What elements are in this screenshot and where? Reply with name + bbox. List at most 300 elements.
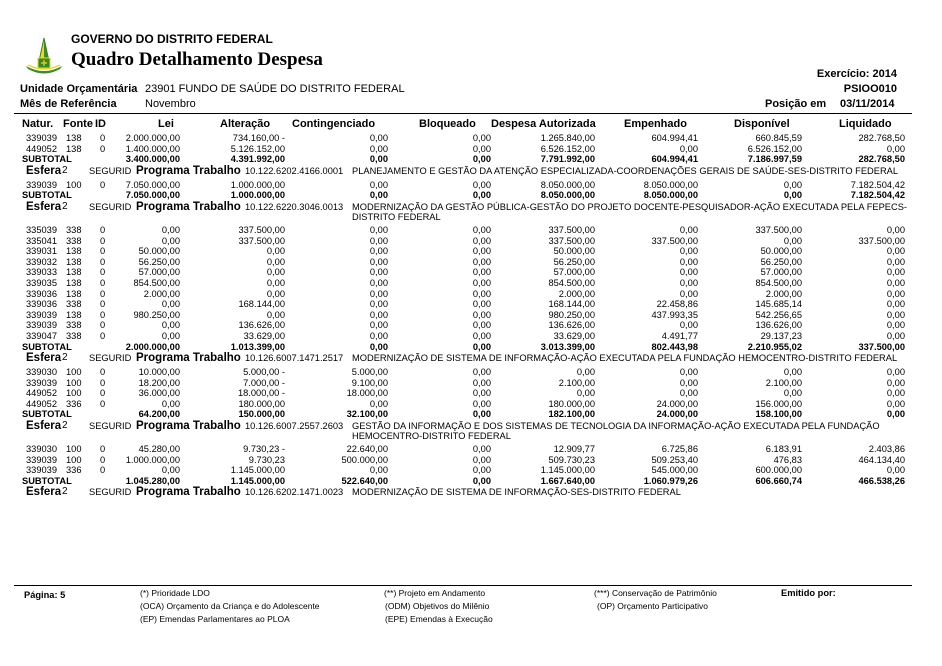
cell-disponivel: 6.183,91 xyxy=(765,444,802,455)
cell-empenhado: 24.000,00 xyxy=(656,398,698,409)
cell-disponivel: 57.000,00 xyxy=(760,267,802,278)
table-row xyxy=(0,246,942,257)
col-bloqueado: Bloqueado xyxy=(419,118,476,130)
cell-contingenciado: 0,00 xyxy=(369,299,388,310)
subtotal-despesa-autorizada: 182.100,00 xyxy=(548,409,595,420)
cell-empenhado: 337.500,00 xyxy=(651,235,698,246)
cell-alteracao: 5.000,00 - xyxy=(243,367,285,378)
subtotal-lei: 3.400.000,00 xyxy=(125,154,180,165)
cell-bloqueado: 0,00 xyxy=(472,398,491,409)
esfera-header xyxy=(0,420,942,444)
esfera-segment: SEGURID xyxy=(89,201,132,212)
legend-item: (OP) Orçamento Participativo xyxy=(597,601,709,611)
cell-bloqueado: 0,00 xyxy=(472,133,491,143)
cell-natureza: 339030 xyxy=(26,367,58,378)
cell-liquidado: 0,00 xyxy=(886,224,905,235)
cell-contingenciado: 0,00 xyxy=(369,267,388,278)
cell-contingenciado: 0,00 xyxy=(369,320,388,331)
cell-id: 0 xyxy=(100,288,106,299)
cell-id: 0 xyxy=(100,299,106,310)
cell-fonte: 338 xyxy=(66,224,82,235)
table-row xyxy=(0,289,942,300)
cell-despesa-autorizada: 50.000,00 xyxy=(553,246,595,257)
cell-lei: 0,00 xyxy=(161,330,180,341)
cell-despesa-autorizada: 337.500,00 xyxy=(548,224,595,235)
cell-id: 0 xyxy=(100,388,106,399)
cell-bloqueado: 0,00 xyxy=(472,388,491,399)
cell-liquidado: 0,00 xyxy=(886,388,905,399)
cell-liquidado: 0,00 xyxy=(886,277,905,288)
cell-bloqueado: 0,00 xyxy=(472,367,491,378)
cell-disponivel: 0,00 xyxy=(783,179,802,190)
cell-liquidado: 0,00 xyxy=(886,288,905,299)
cell-contingenciado: 5.000,00 xyxy=(351,367,388,378)
cell-alteracao: 168.144,00 xyxy=(238,299,285,310)
cell-id: 0 xyxy=(100,133,106,143)
cell-natureza: 449052 xyxy=(26,398,58,409)
cell-fonte: 138 xyxy=(66,309,82,320)
table-row xyxy=(0,444,942,455)
programa-trabalho-label: Programa Trabalho xyxy=(136,164,241,177)
cell-lei: 1.400.000,00 xyxy=(125,143,180,154)
cell-lei: 57.000,00 xyxy=(138,267,180,278)
table-row xyxy=(0,310,942,321)
subtotal-bloqueado: 0,00 xyxy=(472,154,491,165)
cell-empenhado: 545.000,00 xyxy=(651,465,698,476)
cell-fonte: 100 xyxy=(66,444,82,455)
cell-fonte: 138 xyxy=(66,267,82,278)
cell-fonte: 100 xyxy=(66,377,82,388)
esfera-number: 2 xyxy=(62,164,68,176)
table-row xyxy=(0,133,942,144)
subtotal-subtotal-label: SUBTOTAL xyxy=(22,154,72,165)
cell-fonte: 100 xyxy=(66,179,82,190)
cell-id: 0 xyxy=(100,309,106,320)
cell-fonte: 100 xyxy=(66,367,82,378)
cell-despesa-autorizada: 0,00 xyxy=(576,367,595,378)
subtotal-contingenciado: 0,00 xyxy=(369,154,388,165)
table-row xyxy=(0,320,942,331)
cell-bloqueado: 0,00 xyxy=(472,299,491,310)
programa-trabalho-label: Programa Trabalho xyxy=(136,352,241,365)
subtotal-despesa-autorizada: 8.050.000,00 xyxy=(540,190,595,201)
cell-lei: 1.000.000,00 xyxy=(125,454,180,465)
footer-divider xyxy=(14,585,912,586)
cell-disponivel: 2.100,00 xyxy=(765,377,802,388)
esfera-label: Esfera xyxy=(26,200,62,213)
cell-bloqueado: 0,00 xyxy=(472,288,491,299)
cell-alteracao: 0,00 xyxy=(266,277,285,288)
col-fonte: Fonte xyxy=(63,118,93,130)
cell-despesa-autorizada: 2.100,00 xyxy=(558,377,595,388)
cell-fonte: 100 xyxy=(66,388,82,399)
table-row xyxy=(0,388,942,399)
cell-despesa-autorizada: 56.250,00 xyxy=(553,256,595,267)
subtotal-empenhado: 24.000,00 xyxy=(656,409,698,420)
cell-despesa-autorizada: 12.909,77 xyxy=(553,444,595,455)
cell-liquidado: 0,00 xyxy=(886,398,905,409)
subtotal-subtotal-label: SUBTOTAL xyxy=(22,475,72,486)
subtotal-row xyxy=(0,409,942,420)
cell-fonte: 138 xyxy=(66,256,82,267)
cell-natureza: 339039 xyxy=(26,179,58,190)
cell-id: 0 xyxy=(100,179,106,190)
esfera-header xyxy=(0,486,942,501)
programa-trabalho-code: 10.122.6220.3046.0013 xyxy=(245,201,344,212)
cell-disponivel: 2.000,00 xyxy=(765,288,802,299)
cell-despesa-autorizada: 1.265.840,00 xyxy=(540,133,595,143)
cell-bloqueado: 0,00 xyxy=(472,309,491,320)
subtotal-disponivel: 7.186.997,59 xyxy=(747,154,802,165)
cell-empenhado: 0,00 xyxy=(679,246,698,257)
legend-item: (EPE) Emendas à Execução xyxy=(385,614,493,624)
cell-id: 0 xyxy=(100,330,106,341)
cell-bloqueado: 0,00 xyxy=(472,246,491,257)
col-contingenciado: Contingenciado xyxy=(292,118,376,130)
cell-empenhado: 604.994,41 xyxy=(651,133,698,143)
col-empenhado: Empenhado xyxy=(624,118,687,130)
cell-alteracao: 5.126.152,00 xyxy=(230,143,285,154)
cell-disponivel: 337.500,00 xyxy=(755,224,802,235)
cell-alteracao: 18.000,00 - xyxy=(237,388,285,399)
cell-alteracao: 180.000,00 xyxy=(238,398,285,409)
cell-natureza: 339035 xyxy=(26,277,58,288)
cell-despesa-autorizada: 6.526.152,00 xyxy=(540,143,595,154)
cell-liquidado: 0,00 xyxy=(886,299,905,310)
cell-empenhado: 0,00 xyxy=(679,388,698,399)
cell-despesa-autorizada: 57.000,00 xyxy=(553,267,595,278)
cell-despesa-autorizada: 168.144,00 xyxy=(548,299,595,310)
cell-despesa-autorizada: 854.500,00 xyxy=(548,277,595,288)
subtotal-despesa-autorizada: 3.013.399,00 xyxy=(540,341,595,352)
cell-empenhado: 0,00 xyxy=(679,256,698,267)
programa-trabalho-label: Programa Trabalho xyxy=(136,200,241,213)
cell-lei: 0,00 xyxy=(161,299,180,310)
subtotal-row xyxy=(0,154,942,165)
subtotal-row xyxy=(0,476,942,487)
table-row xyxy=(0,465,942,476)
programa-trabalho-label: Programa Trabalho xyxy=(136,486,241,499)
cell-bloqueado: 0,00 xyxy=(472,179,491,190)
cell-fonte: 338 xyxy=(66,330,82,341)
report-title: Quadro Detalhamento Despesa xyxy=(71,49,323,70)
cell-liquidado: 464.134,40 xyxy=(858,454,905,465)
cell-lei: 0,00 xyxy=(161,398,180,409)
cell-natureza: 339047 xyxy=(26,330,58,341)
cell-contingenciado: 18.000,00 xyxy=(346,388,388,399)
cell-natureza: 339039 xyxy=(26,454,58,465)
cell-lei: 2.000,00 xyxy=(143,288,180,299)
subtotal-contingenciado: 0,00 xyxy=(369,341,388,352)
cell-id: 0 xyxy=(100,320,106,331)
cell-fonte: 138 xyxy=(66,277,82,288)
cell-empenhado: 509.253,40 xyxy=(651,454,698,465)
cell-contingenciado: 0,00 xyxy=(369,330,388,341)
cell-id: 0 xyxy=(100,235,106,246)
esfera-label: Esfera xyxy=(26,420,62,433)
cell-liquidado: 0,00 xyxy=(886,465,905,476)
cell-empenhado: 0,00 xyxy=(679,277,698,288)
gdf-coat-of-arms-icon xyxy=(24,36,64,76)
cell-disponivel: 156.000,00 xyxy=(755,398,802,409)
cell-id: 0 xyxy=(100,267,106,278)
cell-bloqueado: 0,00 xyxy=(472,320,491,331)
cell-disponivel: 56.250,00 xyxy=(760,256,802,267)
cell-bloqueado: 0,00 xyxy=(472,465,491,476)
cell-id: 0 xyxy=(100,367,106,378)
subtotal-despesa-autorizada: 1.667.640,00 xyxy=(540,475,595,486)
cell-bloqueado: 0,00 xyxy=(472,377,491,388)
subtotal-alteracao: 1.000.000,00 xyxy=(230,190,285,201)
cell-fonte: 138 xyxy=(66,143,82,154)
subtotal-contingenciado: 32.100,00 xyxy=(346,409,388,420)
programa-trabalho-label: Programa Trabalho xyxy=(136,420,241,433)
programa-trabalho-description: MODERNIZAÇÃO DE SISTEMA DE INFORMAÇÃO-AÇÃO EXECUTADA PELA FUNDAÇÃO HEMOCENTRO-DISTRITO FEDERAL xyxy=(352,353,898,364)
cell-id: 0 xyxy=(100,256,106,267)
cell-disponivel: 0,00 xyxy=(783,367,802,378)
cell-natureza: 339039 xyxy=(26,377,58,388)
cell-empenhado: 0,00 xyxy=(679,367,698,378)
cell-contingenciado: 0,00 xyxy=(369,179,388,190)
col-alteracao: Alteração xyxy=(220,118,271,130)
subtotal-subtotal-label: SUBTOTAL xyxy=(22,409,72,420)
cell-lei: 56.250,00 xyxy=(138,256,180,267)
esfera-number: 2 xyxy=(62,486,68,498)
table-row xyxy=(0,367,942,378)
cell-fonte: 338 xyxy=(66,299,82,310)
cell-contingenciado: 0,00 xyxy=(369,143,388,154)
cell-despesa-autorizada: 136.626,00 xyxy=(548,320,595,331)
cell-bloqueado: 0,00 xyxy=(472,224,491,235)
cell-lei: 0,00 xyxy=(161,465,180,476)
posicao-value: 03/11/2014 xyxy=(840,98,895,110)
unidade-value: 23901 FUNDO DE SAÚDE DO DISTRITO FEDERAL xyxy=(145,83,405,95)
cell-contingenciado: 0,00 xyxy=(369,235,388,246)
cell-despesa-autorizada: 0,00 xyxy=(576,388,595,399)
header-divider xyxy=(14,113,912,114)
esfera-number: 2 xyxy=(62,352,68,364)
programa-trabalho-code: 10.126.6202.1471.0023 xyxy=(245,487,344,498)
cell-alteracao: 0,00 xyxy=(266,256,285,267)
subtotal-bloqueado: 0,00 xyxy=(472,341,491,352)
cell-liquidado: 282.768,50 xyxy=(858,133,905,143)
subtotal-contingenciado: 0,00 xyxy=(369,190,388,201)
subtotal-lei: 1.045.280,00 xyxy=(125,475,180,486)
cell-disponivel: 600.000,00 xyxy=(755,465,802,476)
subtotal-alteracao: 1.145.000,00 xyxy=(230,475,285,486)
subtotal-liquidado: 282.768,50 xyxy=(858,154,905,165)
cell-bloqueado: 0,00 xyxy=(472,256,491,267)
subtotal-lei: 7.050.000,00 xyxy=(125,190,180,201)
cell-fonte: 138 xyxy=(66,133,82,143)
cell-liquidado: 7.182.504,42 xyxy=(850,179,905,190)
cell-empenhado: 0,00 xyxy=(679,267,698,278)
cell-liquidado: 0,00 xyxy=(886,309,905,320)
programa-trabalho-description: PLANEJAMENTO E GESTÃO DA ATENÇÃO ESPECIALIZADA-COORDENAÇÕES GERAIS DE SAÚDE-SES-DISTRITO FEDERAL xyxy=(352,165,899,176)
cell-despesa-autorizada: 33.629,00 xyxy=(553,330,595,341)
subtotal-liquidado: 7.182.504,42 xyxy=(850,190,905,201)
cell-bloqueado: 0,00 xyxy=(472,330,491,341)
cell-fonte: 338 xyxy=(66,235,82,246)
cell-liquidado: 0,00 xyxy=(886,246,905,257)
government-name: GOVERNO DO DISTRITO FEDERAL xyxy=(71,32,273,46)
programa-trabalho-description: MODERNIZAÇÃO DA GESTÃO PÚBLICA-GESTÃO DO PROJETO DOCENTE-PESQUISADOR-AÇÃO EXECUTADA PELA FEPECS-DISTRITO FEDERAL xyxy=(352,201,907,222)
cell-natureza: 339036 xyxy=(26,288,58,299)
report-table xyxy=(0,133,942,501)
cell-liquidado: 2.403,86 xyxy=(868,444,905,455)
report-code: PSIOO010 xyxy=(843,83,897,95)
cell-contingenciado: 500.000,00 xyxy=(341,454,388,465)
col-natur: Natur. xyxy=(22,118,54,130)
unidade-label: Unidade Orçamentária xyxy=(20,83,138,95)
subtotal-alteracao: 150.000,00 xyxy=(238,409,285,420)
mes-value: Novembro xyxy=(145,98,196,110)
cell-fonte: 138 xyxy=(66,288,82,299)
cell-despesa-autorizada: 509.730,23 xyxy=(548,454,595,465)
cell-alteracao: 734.160,00 - xyxy=(232,133,285,143)
cell-id: 0 xyxy=(100,454,106,465)
subtotal-disponivel: 0,00 xyxy=(783,190,802,201)
legend-item: (OCA) Orçamento da Criança e do Adolescente xyxy=(140,601,320,611)
cell-liquidado: 0,00 xyxy=(886,367,905,378)
subtotal-contingenciado: 522.640,00 xyxy=(341,475,388,486)
esfera-number: 2 xyxy=(62,420,68,432)
programa-trabalho-code: 10.126.6007.2557.2603 xyxy=(245,421,344,432)
cell-natureza: 339033 xyxy=(26,267,58,278)
cell-disponivel: 542.256,65 xyxy=(755,309,802,320)
esfera-segment: SEGURID xyxy=(89,487,132,498)
table-row xyxy=(0,144,942,155)
cell-id: 0 xyxy=(100,444,106,455)
table-row xyxy=(0,267,942,278)
cell-natureza: 335041 xyxy=(26,235,58,246)
cell-contingenciado: 9.100,00 xyxy=(351,377,388,388)
col-liquidado: Liquidado xyxy=(839,118,892,130)
cell-fonte: 138 xyxy=(66,246,82,257)
cell-contingenciado: 0,00 xyxy=(369,288,388,299)
cell-alteracao: 9.730,23 xyxy=(248,454,285,465)
cell-disponivel: 0,00 xyxy=(783,388,802,399)
cell-disponivel: 476,83 xyxy=(773,454,802,465)
cell-natureza: 335039 xyxy=(26,224,58,235)
col-lei: Lei xyxy=(158,118,174,130)
cell-despesa-autorizada: 980.250,00 xyxy=(548,309,595,320)
subtotal-alteracao: 4.391.992,00 xyxy=(230,154,285,165)
cell-id: 0 xyxy=(100,143,106,154)
cell-lei: 7.050.000,00 xyxy=(125,179,180,190)
cell-empenhado: 437.993,35 xyxy=(651,309,698,320)
cell-liquidado: 0,00 xyxy=(886,377,905,388)
cell-alteracao: 337.500,00 xyxy=(238,235,285,246)
table-row xyxy=(0,331,942,342)
subtotal-disponivel: 2.210.955,02 xyxy=(747,341,802,352)
subtotal-empenhado: 8.050.000,00 xyxy=(643,190,698,201)
cell-lei: 980.250,00 xyxy=(133,309,180,320)
cell-alteracao: 0,00 xyxy=(266,309,285,320)
cell-fonte: 338 xyxy=(66,320,82,331)
cell-id: 0 xyxy=(100,246,106,257)
cell-lei: 18.200,00 xyxy=(138,377,180,388)
cell-natureza: 339039 xyxy=(26,320,58,331)
cell-contingenciado: 0,00 xyxy=(369,246,388,257)
cell-liquidado: 0,00 xyxy=(886,330,905,341)
esfera-header xyxy=(0,352,942,367)
esfera-segment: SEGURID xyxy=(89,353,132,364)
cell-natureza: 449052 xyxy=(26,143,58,154)
esfera-label: Esfera xyxy=(26,164,62,177)
subtotal-subtotal-label: SUBTOTAL xyxy=(22,190,72,201)
cell-lei: 854.500,00 xyxy=(133,277,180,288)
cell-id: 0 xyxy=(100,224,106,235)
cell-contingenciado: 22.640,00 xyxy=(346,444,388,455)
cell-lei: 0,00 xyxy=(161,320,180,331)
table-row xyxy=(0,236,942,247)
cell-disponivel: 660.845,59 xyxy=(755,133,802,143)
cell-empenhado: 0,00 xyxy=(679,288,698,299)
cell-natureza: 339039 xyxy=(26,133,58,143)
cell-empenhado: 0,00 xyxy=(679,377,698,388)
subtotal-bloqueado: 0,00 xyxy=(472,475,491,486)
cell-empenhado: 0,00 xyxy=(679,143,698,154)
cell-fonte: 336 xyxy=(66,398,82,409)
cell-natureza: 339039 xyxy=(26,309,58,320)
cell-liquidado: 0,00 xyxy=(886,143,905,154)
esfera-segment: SEGURID xyxy=(89,165,132,176)
cell-disponivel: 6.526.152,00 xyxy=(747,143,802,154)
cell-empenhado: 22.458,86 xyxy=(656,299,698,310)
subtotal-row xyxy=(0,190,942,201)
cell-bloqueado: 0,00 xyxy=(472,143,491,154)
cell-natureza: 449052 xyxy=(26,388,58,399)
table-row xyxy=(0,278,942,289)
cell-empenhado: 6.725,86 xyxy=(661,444,698,455)
subtotal-subtotal-label: SUBTOTAL xyxy=(22,341,72,352)
cell-bloqueado: 0,00 xyxy=(472,454,491,465)
cell-contingenciado: 0,00 xyxy=(369,465,388,476)
cell-lei: 45.280,00 xyxy=(138,444,180,455)
table-row xyxy=(0,180,942,191)
cell-alteracao: 0,00 xyxy=(266,288,285,299)
cell-alteracao: 1.000.000,00 xyxy=(230,179,285,190)
posicao-label: Posição em xyxy=(765,98,827,110)
cell-alteracao: 33.629,00 xyxy=(243,330,285,341)
cell-contingenciado: 0,00 xyxy=(369,133,388,143)
cell-despesa-autorizada: 180.000,00 xyxy=(548,398,595,409)
legend-item: (***) Conservação de Patrimônio xyxy=(594,588,717,598)
cell-natureza: 339039 xyxy=(26,465,58,476)
cell-bloqueado: 0,00 xyxy=(472,277,491,288)
col-id: ID xyxy=(95,118,106,130)
exercicio: Exercício: 2014 xyxy=(816,68,897,80)
esfera-header xyxy=(0,201,942,225)
cell-despesa-autorizada: 337.500,00 xyxy=(548,235,595,246)
cell-id: 0 xyxy=(100,465,106,476)
cell-disponivel: 136.626,00 xyxy=(755,320,802,331)
programa-trabalho-code: 10.126.6007.1471.2517 xyxy=(245,353,344,364)
cell-alteracao: 337.500,00 xyxy=(238,224,285,235)
cell-natureza: 339036 xyxy=(26,299,58,310)
esfera-label: Esfera xyxy=(26,486,62,499)
subtotal-lei: 2.000.000,00 xyxy=(125,341,180,352)
programa-trabalho-description: GESTÃO DA INFORMAÇÃO E DOS SISTEMAS DE TECNOLOGIA DA INFORMAÇÃO-AÇÃO EXECUTADA PELA FUNDAÇÃO HEMOCENTRO-DISTRITO FEDERAL xyxy=(352,421,880,442)
subtotal-lei: 64.200,00 xyxy=(138,409,180,420)
subtotal-alteracao: 1.013.399,00 xyxy=(230,341,285,352)
cell-alteracao: 0,00 xyxy=(266,267,285,278)
cell-alteracao: 136.626,00 xyxy=(238,320,285,331)
cell-bloqueado: 0,00 xyxy=(472,235,491,246)
legend-item: (*) Prioridade LDO xyxy=(140,588,210,598)
cell-liquidado: 0,00 xyxy=(886,267,905,278)
